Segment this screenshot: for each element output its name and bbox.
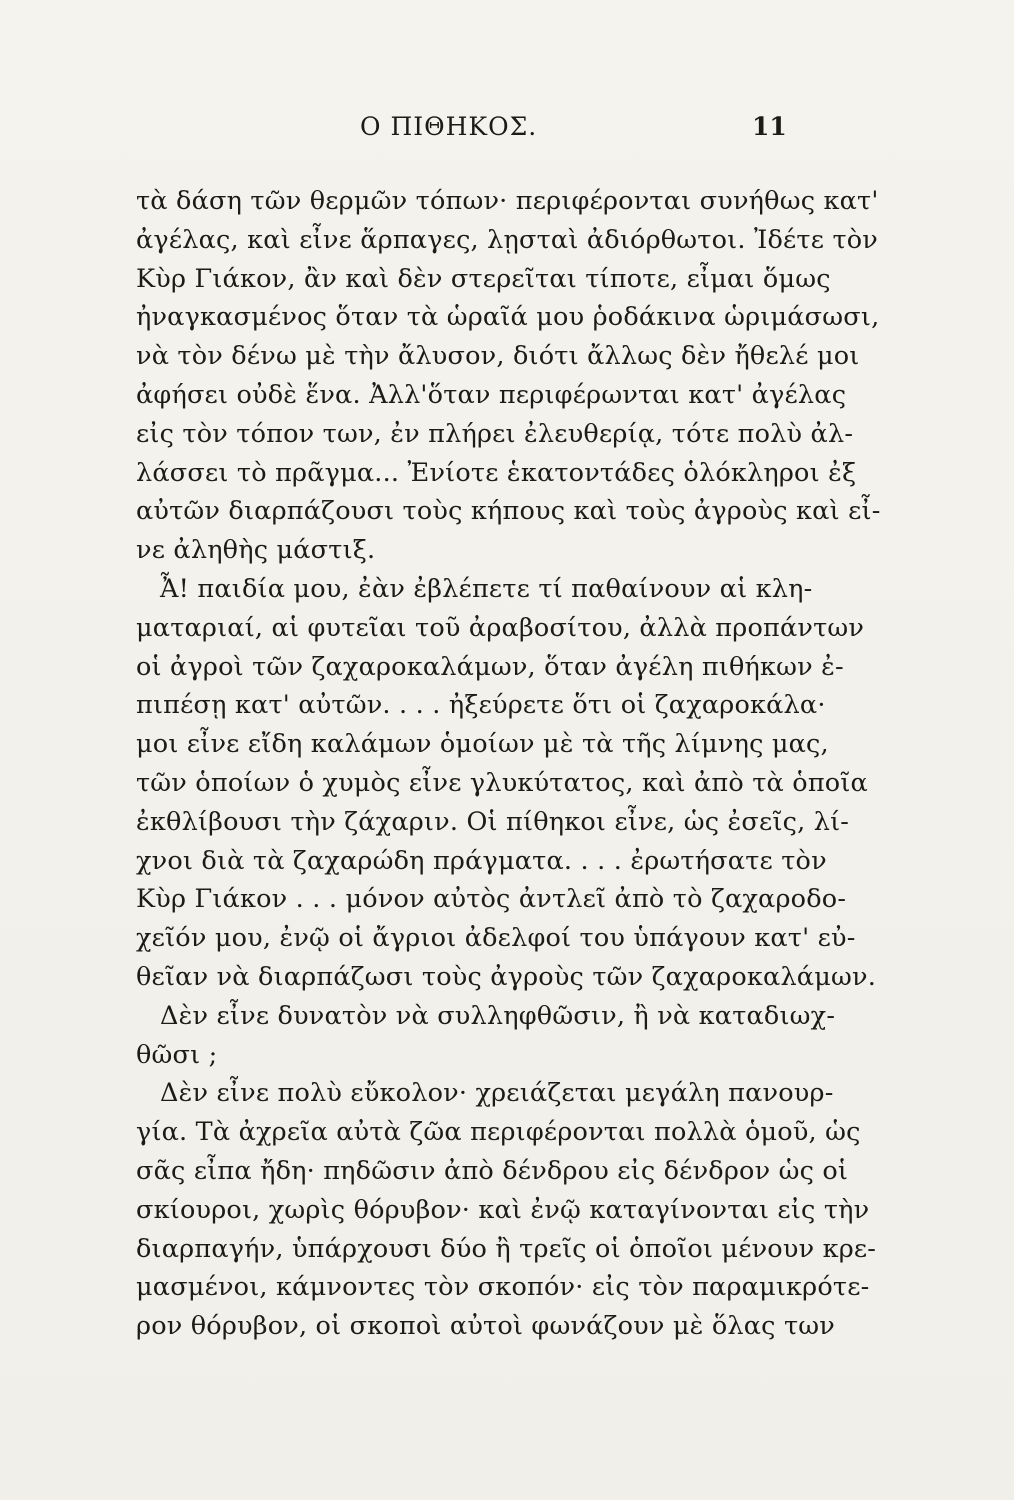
page-number: 11 (752, 112, 787, 141)
text-line: ματαριαί, αἱ φυτεῖαι τοῦ ἀραβοσίτου, ἀλλὰ προπάντων (136, 612, 865, 643)
text-line: Κὺρ Γιάκον, ἂν καὶ δὲν στερεῖται τίποτε, εἶμαι ὅμως (136, 263, 831, 294)
text-line: θῶσι ; (136, 1039, 218, 1070)
text-line: σκίουροι, χωρὶς θόρυβον· καὶ ἐνῷ καταγίνονται εἰς τὴν (136, 1194, 870, 1225)
text-line: μασμένοι, κάμνοντες τὸν σκοπόν· εἰς τὸν παραμικρότε- (136, 1272, 870, 1303)
text-line: χνοι διὰ τὰ ζαχαρώδη πράγματα. . . . ἐρωτήσατε τὸν (136, 845, 827, 876)
text-line: εἰς τὸν τόπον των, ἐν πλήρει ἐλευθερίᾳ, τότε πολὺ ἀλ- (136, 418, 854, 449)
text-line: οἱ ἀγροὶ τῶν ζαχαροκαλάμων, ὅταν ἀγέλη πιθήκων ἐ- (136, 651, 844, 682)
text-line: θεῖαν νὰ διαρπάζωσι τοὺς ἀγροὺς τῶν ζαχαροκαλάμων. (136, 961, 876, 992)
text-line: Κὺρ Γιάκον . . . μόνον αὐτὸς ἀντλεῖ ἀπὸ τὸ ζαχαροδο- (136, 884, 847, 915)
text-line: Δὲν εἶνε δυνατὸν νὰ συλληφθῶσιν, ἢ νὰ καταδιωχ- (160, 1000, 836, 1031)
text-line: ρον θόρυβον, οἱ σκοποὶ αὐτοὶ φωνάζουν μὲ ὅλας των (136, 1311, 835, 1342)
running-head (0, 112, 1014, 152)
text-line: νὰ τὸν δένω μὲ τὴν ἄλυσον, διότι ἄλλως δὲν ἤθελέ μοι (136, 341, 860, 372)
text-line: τὰ δάση τῶν θερμῶν τόπων· περιφέρονται συνήθως κατ' (136, 186, 879, 216)
text-line: νε ἀληθὴς μάστιξ. (136, 535, 376, 566)
text-line: ἀφήσει οὐδὲ ἕνα. Ἀλλ'ὅταν περιφέρωνται κατ' ἀγέλας (136, 379, 847, 410)
text-line: Δὲν εἶνε πολὺ εὔκολον· χρειάζεται μεγάλη πανουρ- (160, 1078, 834, 1109)
text-line: ἀγέλας, καὶ εἶνε ἅρπαγες, λῃσταὶ ἀδιόρθωτοι. Ἰδέτε τὸν (136, 224, 879, 255)
body-text (136, 182, 881, 1346)
text-line: λάσσει τὸ πρᾶγμα... Ἐνίοτε ἑκατοντάδες ὁλόκληροι ἐξ (136, 457, 857, 488)
text-line: σᾶς εἶπα ἤδη· πηδῶσιν ἀπὸ δένδρου εἰς δένδρον ὡς οἱ (136, 1155, 849, 1186)
text-line: μοι εἶνε εἴδη καλάμων ὁμοίων μὲ τὰ τῆς λίμνης μας, (136, 729, 829, 760)
text-line: ἐκθλίβουσι τὴν ζάχαριν. Οἱ πίθηκοι εἶνε, ὡς ἐσεῖς, λί- (136, 806, 850, 837)
text-line: πιπέσῃ κατ' αὐτῶν. . . . ἠξεύρετε ὅτι οἱ ζαχαροκάλα· (136, 690, 826, 721)
page-title: Ο ΠΙΘΗΚΟΣ. (360, 112, 538, 141)
text-line: τῶν ὁποίων ὁ χυμὸς εἶνε γλυκύτατος, καὶ ἀπὸ τὰ ὁποῖα (136, 767, 868, 798)
text-line: χεῖόν μου, ἐνῷ οἱ ἄγριοι ἀδελφοί του ὑπάγουν κατ' εὐ- (136, 923, 856, 954)
text-line: γία. Τὰ ἀχρεῖα αὐτὰ ζῶα περιφέρονται πολλὰ ὁμοῦ, ὡς (136, 1117, 861, 1148)
text-line: αὐτῶν διαρπάζουσι τοὺς κήπους καὶ τοὺς ἀγροὺς καὶ εἶ- (136, 496, 881, 527)
text-line: διαρπαγήν, ὑπάρχουσι δύο ἢ τρεῖς οἱ ὁποῖοι μένουν κρε- (136, 1233, 877, 1264)
text-line: ἠναγκασμένος ὅταν τὰ ὡραῖά μου ῥοδάκινα ὡριμάσωσι, (136, 302, 880, 333)
text-line: Ἆ! παιδία μου, ἐὰν ἐβλέπετε τί παθαίνουν αἱ κλη- (160, 573, 813, 604)
